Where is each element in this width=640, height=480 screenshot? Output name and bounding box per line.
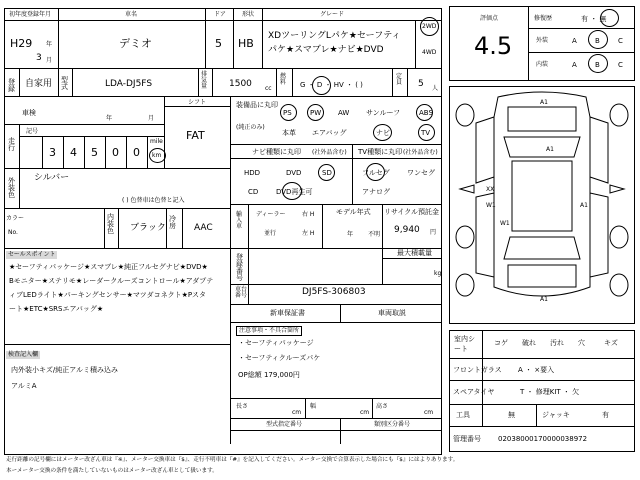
body-shape: HB <box>238 37 254 50</box>
score-label: 評価点 <box>480 15 499 22</box>
displacement: 1500 <box>229 79 252 89</box>
sales-line-1: ★セーフティパッケージ★スマブレ★純正フルセグナビ★DVD★ <box>9 263 208 271</box>
shift-label: シフト <box>188 99 207 106</box>
score: 4.5 <box>474 32 513 60</box>
exterior-color-label: 外装色 <box>8 177 15 199</box>
notes-line-2: ・セーフティクルーズパケ <box>238 354 321 362</box>
seat-condition-item: キズ <box>604 339 618 347</box>
navi-dvd: DVD <box>286 169 302 177</box>
interior-grade-label: 内装 <box>536 61 549 68</box>
exterior-grade-label: 外装 <box>536 37 549 44</box>
windshield-value: A ・ ×要入 <box>518 366 555 374</box>
width-unit: cm <box>360 409 370 416</box>
diag-a1-right: A1 <box>580 202 588 209</box>
import-label: 輸入車 <box>236 211 243 230</box>
doors: 5 <box>215 37 222 50</box>
grade-line-1: XDツーリングLパケ★セーフティ <box>268 31 401 41</box>
tv-title: TV種類に丸印 <box>358 148 403 156</box>
jack-label: ジャッキ <box>542 411 570 419</box>
year-suffix: 年 <box>46 41 53 48</box>
import-dealer: ディーラー <box>256 211 286 218</box>
model-code: LDA-DJ5FS <box>105 79 153 89</box>
equipment-item: ABS <box>419 109 433 117</box>
length-unit: cm <box>292 409 302 416</box>
diag-w1-lower: W1 <box>500 220 510 227</box>
mileage-label: 走行 <box>8 137 15 152</box>
damage-diagram <box>449 86 635 324</box>
first-reg-month: 3 <box>36 53 42 63</box>
grade-line-2: パケ★スマブレ★ナビ★DVD <box>268 45 384 55</box>
exterior-color: シルバー <box>34 173 70 183</box>
notes-label: 注意事項・不具合箇所 <box>236 326 302 336</box>
navi-legend: (社外品含む) <box>312 149 347 156</box>
first-reg-label: 初年度登録年月 <box>9 11 52 18</box>
max-load-unit: kg <box>434 270 442 277</box>
tv-oneseg: ワンセグ <box>407 169 435 177</box>
displacement-label: 排気量 <box>201 71 208 90</box>
capacity: 5 <box>418 79 424 89</box>
mileage-digit: 3 <box>49 146 56 159</box>
diag-a1-mid: A1 <box>546 146 554 153</box>
ext-grade-c: C <box>618 37 623 45</box>
mile-unit: mile <box>150 138 163 145</box>
tools-value: 無 <box>508 411 515 419</box>
windshield-label: フロントガラス <box>453 366 502 374</box>
equipment-item: AW <box>338 109 350 117</box>
navi-dvd-playable: DVD再生可 <box>276 188 313 196</box>
int-grade-b: B <box>595 61 600 69</box>
height-label: 高さ <box>376 403 389 410</box>
equipment-item: ナビ <box>376 129 390 137</box>
spare-tire-label: スペアタイヤ <box>453 388 495 396</box>
equipment-item: PW <box>310 109 322 117</box>
spare-tire-value: T ・ 修理KIT ・ 欠 <box>520 388 580 396</box>
width-label: 幅 <box>310 403 317 410</box>
inspector-line-2: アルミA <box>11 382 37 390</box>
shaken-label: 車検 <box>22 109 36 117</box>
color-no-label: カラー <box>6 215 25 222</box>
footer-note-1: 走行距離の記号欄にはメーター改ざん車は『※』、メーター交換車は『$』、走行不明車は『#』を記入してください。メーター交換で合算表示した場合にも『$』にはよりあります。 <box>6 457 459 463</box>
drive-4wd: 4WD <box>422 49 437 56</box>
tv-legend: (社外品含む) <box>403 149 438 156</box>
management-label: 管理番号 <box>453 435 481 443</box>
equipment-item: エアバッグ <box>312 129 347 137</box>
color-change-note: ( ) 色替車は色替と記入 <box>122 197 185 204</box>
interior-color: ブラック <box>130 223 166 233</box>
equipment-legend: (純正のみ) <box>236 124 265 131</box>
shaken-month-label: 月 <box>148 115 155 122</box>
tools-label: 工具 <box>456 411 470 419</box>
recycle-label: リサイクル預託金 <box>384 208 440 216</box>
mileage-digits-label: 記号 <box>26 128 39 135</box>
ac-label: 冷房 <box>169 215 176 230</box>
diag-w1-left: W1 <box>486 202 496 209</box>
height-unit: cm <box>424 409 434 416</box>
owner-manual: 車両取説 <box>378 309 406 317</box>
equipment-title: 装備品に丸印 <box>236 101 278 109</box>
door-label: ドア <box>214 11 226 18</box>
class-no-label: 類別区分番号 <box>374 421 411 428</box>
reg-label: 登録 <box>8 78 15 93</box>
repair-history-label: 修復歴 <box>534 15 553 22</box>
equipment-item: サンルーフ <box>366 109 401 117</box>
recycle-amount: 9,940 <box>394 225 420 235</box>
inspector-line-1: 内外装小キズ/純正アルミ積み込み <box>11 366 118 374</box>
model-label: 型式 <box>61 76 68 91</box>
mileage-digit: 0 <box>112 146 119 159</box>
seat-condition-item: 破れ <box>522 339 536 347</box>
tv-fullseg: フルセグ <box>362 169 390 177</box>
length-label: 長さ <box>236 403 249 410</box>
ext-grade-a: A <box>572 37 577 45</box>
model-year-unknown: 不明 <box>368 231 381 238</box>
new-car-warranty: 新車保証書 <box>270 309 305 317</box>
sales-line-3: ィブLEDライト★パーキングセンサー★マツダコネクト★Pスタ <box>9 291 207 299</box>
notes-line-1: ・セーフティパッケージ <box>238 339 314 347</box>
shift: FAT <box>186 129 205 142</box>
notes-line-3: OP総額 179,000円 <box>238 371 300 379</box>
interior-color-label: 内装色 <box>107 213 114 235</box>
model-year-label: モデル年式 <box>336 208 371 216</box>
mileage-digit: 5 <box>91 146 98 159</box>
shaken-year-label: 年 <box>106 115 113 122</box>
cc-unit: cc <box>265 85 272 92</box>
inspector-label: 検査記入欄 <box>8 351 39 358</box>
car-name: デミオ <box>119 37 152 50</box>
fuel-options: G ・ D ・ HV ・ ( ) <box>300 81 363 89</box>
equipment-item: 本革 <box>282 129 296 137</box>
navi-title: ナビ種類に丸印 <box>252 148 301 156</box>
diag-a1-rear: A1 <box>540 296 548 303</box>
tv-analog: アナログ <box>362 188 390 196</box>
reg-no-label: 登録番号 <box>236 253 243 282</box>
import-parallel: 並行 <box>264 230 277 237</box>
sales-line-4: ート★ETC★SRSエアバッグ★ <box>9 305 104 313</box>
capacity-unit: 人 <box>432 85 439 92</box>
first-reg-year: H29 <box>10 37 33 50</box>
chassis-label: 車台番号 <box>235 286 248 299</box>
mileage-digit: 0 <box>133 146 140 159</box>
max-load-label: 最大積載量 <box>397 249 432 257</box>
ac-type: AAC <box>194 223 213 233</box>
int-grade-c: C <box>618 61 623 69</box>
sales-points-label: セールスポイント <box>8 251 56 258</box>
car-name-label: 車名 <box>125 11 138 18</box>
equipment-item: PS <box>283 109 292 117</box>
import-left-hand: 左 H <box>302 230 315 237</box>
seat-condition-item: コゲ <box>494 339 508 347</box>
use-type: 自家用 <box>25 79 53 89</box>
grade-label: グレード <box>320 11 345 18</box>
seat-condition-item: 汚れ <box>550 339 564 347</box>
shape-label: 形状 <box>242 11 255 18</box>
capacity-label: 定員 <box>396 73 403 86</box>
month-suffix: 月 <box>46 57 53 64</box>
seat-label: 室内シート <box>454 335 475 353</box>
import-right-hand: 右 H <box>302 211 315 218</box>
equipment-item: TV <box>421 129 431 137</box>
drive-2wd: 2WD <box>422 23 437 30</box>
km-unit: km <box>152 152 162 159</box>
car-diagram-drawing <box>450 87 634 323</box>
fuel-label: 燃料 <box>280 73 287 86</box>
sales-line-2: Bモニター★ステリモ★レーダークルーズコントロール★アダプテ <box>9 277 214 285</box>
chassis-number: DJ5FS-306803 <box>302 287 366 297</box>
model-year-year: 年 <box>347 231 354 238</box>
type-no-label: 型式指定番号 <box>266 421 303 428</box>
navi-cd: CD <box>248 188 259 196</box>
footer-note-2: 本ーメーター交換の条件を満たしていないものはメーター改ざん車として扱います。 <box>6 468 218 474</box>
diag-a1-front: A1 <box>540 99 548 106</box>
management-number: 02038000170000038972 <box>498 435 588 443</box>
no-label: No. <box>8 229 18 236</box>
int-grade-a: A <box>572 61 577 69</box>
seat-condition-item: 穴 <box>578 339 585 347</box>
mileage-digit: 4 <box>70 146 77 159</box>
jack-value: 有 <box>602 411 609 419</box>
recycle-unit: 円 <box>430 229 437 236</box>
navi-hdd: HDD <box>244 169 261 177</box>
navi-sd: SD <box>322 169 332 177</box>
diag-xx: XX <box>486 186 495 193</box>
ext-grade-b: B <box>595 37 600 45</box>
repair-history-options: 有 ・ 無 <box>581 15 607 23</box>
